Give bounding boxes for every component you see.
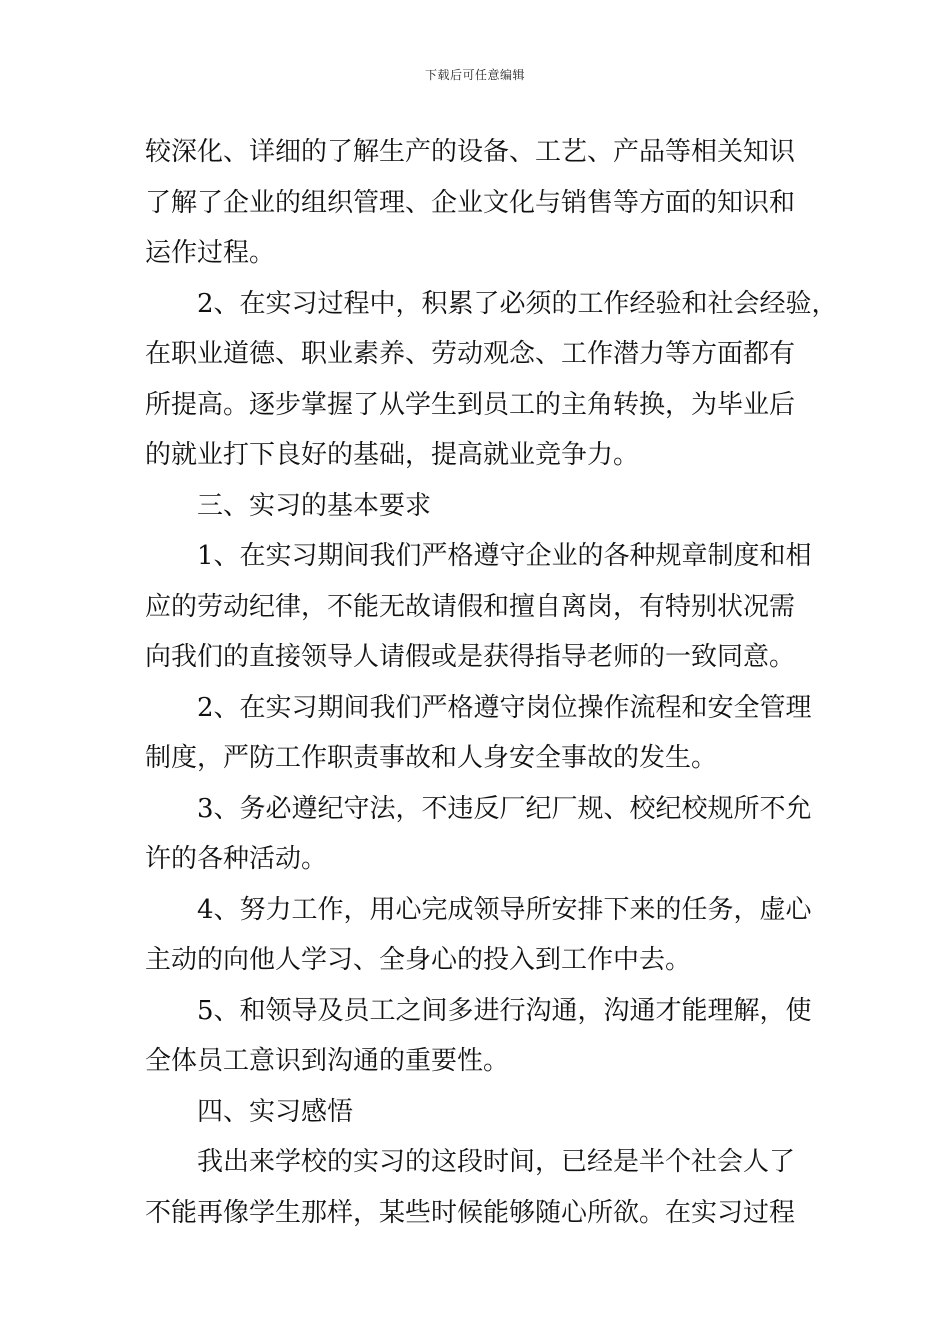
text-line: 3、务必遵纪守法，不违反厂纪厂规、校纪校规所不允	[197, 793, 812, 824]
text-line: 不能再像学生那样，某些时候能够随心所欲。在实习过程	[145, 1197, 796, 1228]
text-line: 在职业道德、职业素养、劳动观念、工作潜力等方面都有	[145, 339, 796, 369]
text-line: 较深化、详细的了解生产的设备、工艺、产品等相关知识	[145, 137, 796, 167]
page-header: 下载后可任意编辑	[424, 68, 525, 82]
text-line: 我出来学校的实习的这段时间，已经是半个社会人了	[197, 1147, 796, 1177]
text-line: 2、在实习过程中，积累了必须的工作经验和社会经验，	[197, 288, 838, 319]
text-line: 的就业打下良好的基础，提高就业竞争力。	[145, 440, 640, 470]
text-line: 了解了企业的组织管理、企业文化与销售等方面的知识和	[145, 187, 796, 218]
text-line: 制度，严防工作职责事故和人身安全事故的发生。	[145, 743, 718, 773]
text-line: 应的劳动纪律，不能无故请假和擅自离岗，有特别状况需	[145, 591, 796, 622]
text-line: 向我们的直接领导人请假或是获得指导老师的一致同意。	[145, 642, 796, 672]
text-line: 1、在实习期间我们严格遵守企业的各种规章制度和相	[197, 541, 812, 571]
section-heading: 三、实习的基本要求	[197, 490, 432, 521]
text-line: 全体员工意识到沟通的重要性。	[145, 1046, 510, 1076]
text-line: 运作过程。	[145, 238, 276, 268]
text-line: 5、和领导及员工之间多进行沟通，沟通才能理解，使	[197, 995, 812, 1026]
section-heading: 四、实习感悟	[197, 1096, 354, 1127]
text-line: 所提高。逐步掌握了从学生到员工的主角转换，为毕业后	[145, 389, 796, 420]
text-line: 4、努力工作，用心完成领导所安排下来的任务，虚心	[197, 894, 812, 925]
document-body	[145, 127, 838, 1238]
text-line: 2、在实习期间我们严格遵守岗位操作流程和安全管理	[197, 692, 812, 723]
text-line: 许的各种活动。	[145, 844, 328, 874]
text-line: 主动的向他人学习、全身心的投入到工作中去。	[145, 945, 692, 975]
